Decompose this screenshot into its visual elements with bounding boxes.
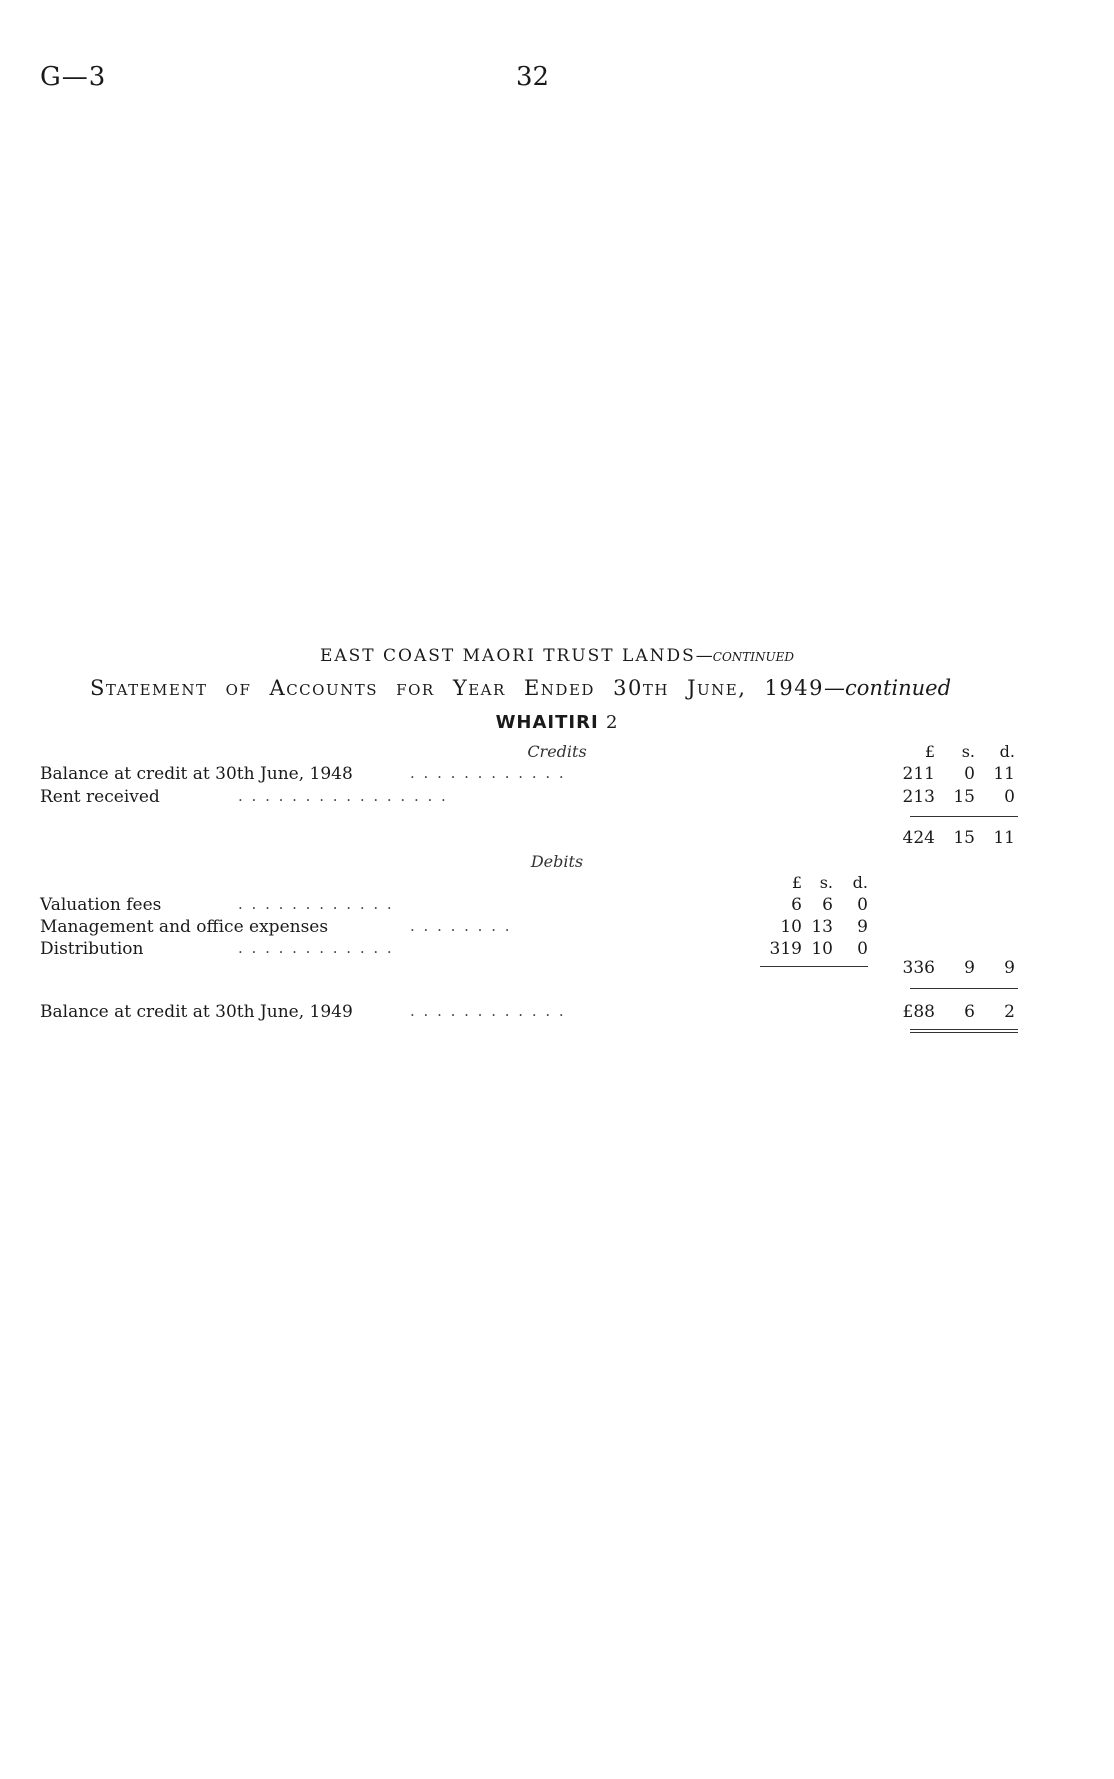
credits-total-shillings: 15 xyxy=(953,828,975,848)
debit-row-pounds: 10 xyxy=(780,917,802,937)
debits-col-pounds: £ xyxy=(791,873,802,892)
statement-heading-text: Statement of Accounts for Year Ended 30th June, 1949 xyxy=(90,676,825,700)
closing-balance-pence: 2 xyxy=(1004,1002,1015,1022)
debits-col-shillings: s. xyxy=(819,873,833,892)
debit-row-pounds: 6 xyxy=(791,895,802,915)
credit-row-label: Balance at credit at 30th June, 1948 xyxy=(40,764,353,784)
block-heading xyxy=(0,712,1114,733)
debit-row-label: Management and office expenses xyxy=(40,917,329,937)
main-heading xyxy=(0,646,1114,666)
debit-row-label: Distribution xyxy=(40,939,144,959)
credits-total-pounds: 424 xyxy=(902,828,935,848)
credit-row-label: Rent received xyxy=(40,787,160,807)
credits-total-pence: 11 xyxy=(993,828,1015,848)
credit-row-pounds: 213 xyxy=(902,787,935,807)
debits-col-pence: d. xyxy=(852,873,868,892)
closing-balance-leader: . . . . . . . . . . . . xyxy=(410,1002,566,1020)
debit-row-leader: . . . . . . . . . . . . xyxy=(238,939,394,957)
closing-rule xyxy=(910,988,1018,989)
debit-row-pounds: 319 xyxy=(769,939,802,959)
main-heading-suffix: —continued xyxy=(695,646,795,666)
debits-total-shillings: 9 xyxy=(964,958,975,978)
credits-col-pounds: £ xyxy=(924,742,935,761)
credit-row-pence: 0 xyxy=(1004,787,1015,807)
debit-row-pence: 9 xyxy=(857,917,868,937)
debits-subtotal-rule xyxy=(760,966,868,967)
credit-row-leader: . . . . . . . . . . . . . . . . xyxy=(238,787,448,805)
credits-title: Credits xyxy=(527,742,587,761)
block-name: WHAITIRI xyxy=(495,712,599,733)
main-heading-text: EAST COAST MAORI TRUST LANDS xyxy=(319,646,696,666)
closing-balance-shillings: 6 xyxy=(964,1002,975,1022)
debit-row-shillings: 10 xyxy=(811,939,833,959)
statement-heading-suffix: —continued xyxy=(824,676,952,700)
closing-balance-label: Balance at credit at 30th June, 1949 xyxy=(40,1002,353,1022)
debits-title: Debits xyxy=(530,852,584,871)
debit-row-leader: . . . . . . . . xyxy=(410,917,512,935)
credit-row-pounds: 211 xyxy=(902,764,935,784)
debit-row-pence: 0 xyxy=(857,939,868,959)
debit-row-shillings: 13 xyxy=(811,917,833,937)
debit-row-shillings: 6 xyxy=(822,895,833,915)
debits-total-pounds: 336 xyxy=(902,958,935,978)
debit-row-label: Valuation fees xyxy=(40,895,162,915)
credit-row-shillings: 0 xyxy=(964,764,975,784)
page-number: 32 xyxy=(516,62,550,92)
debits-total-pence: 9 xyxy=(1004,958,1015,978)
statement-heading xyxy=(90,676,951,700)
credits-col-pence: d. xyxy=(999,742,1015,761)
block-number: 2 xyxy=(605,712,619,733)
credits-subtotal-rule xyxy=(910,816,1018,817)
debit-row-pence: 0 xyxy=(857,895,868,915)
closing-double-rule xyxy=(910,1029,1018,1033)
credit-row-leader: . . . . . . . . . . . . xyxy=(410,764,566,782)
page-reference: G—3 xyxy=(40,62,107,92)
credit-row-pence: 11 xyxy=(993,764,1015,784)
closing-balance-pounds: £88 xyxy=(902,1002,935,1022)
debit-row-leader: . . . . . . . . . . . . xyxy=(238,895,394,913)
credits-col-shillings: s. xyxy=(961,742,975,761)
credit-row-shillings: 15 xyxy=(953,787,975,807)
